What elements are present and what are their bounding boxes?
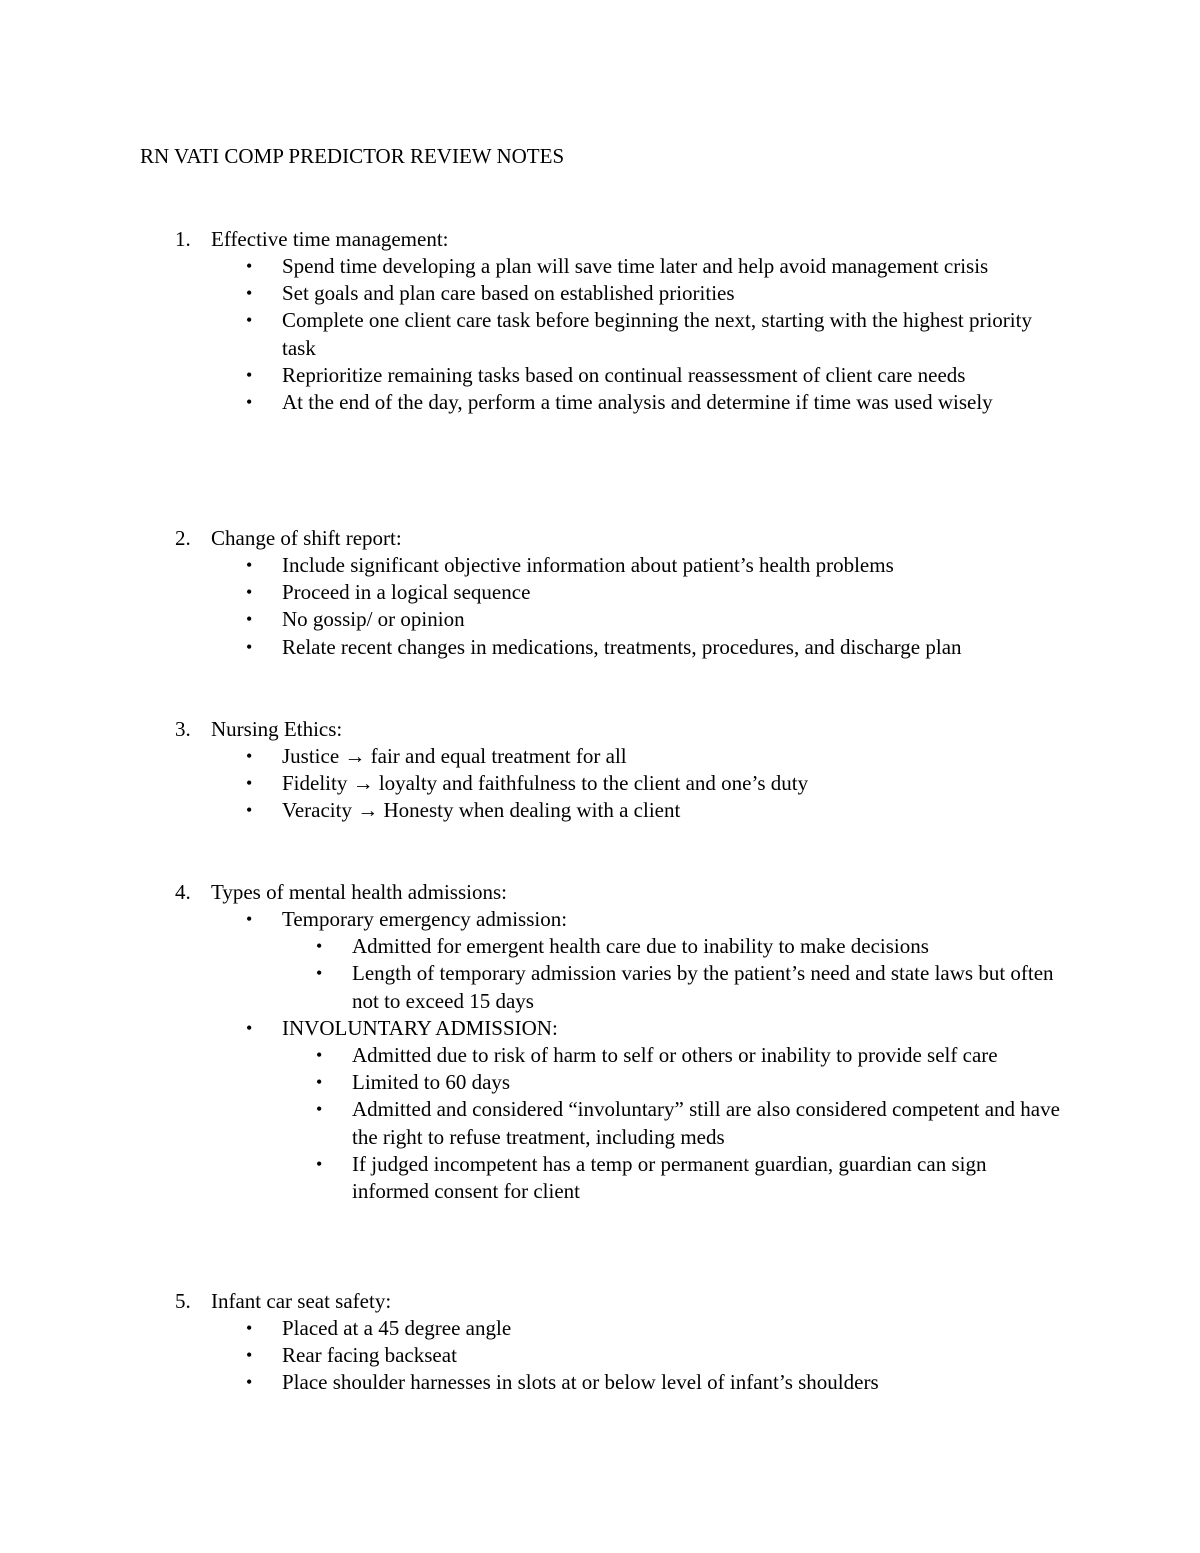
bullet-icon: • xyxy=(246,609,253,630)
bullet-icon: • xyxy=(316,936,323,957)
list-item xyxy=(0,389,1200,416)
list-item xyxy=(0,770,1200,797)
bullet-list xyxy=(0,253,1200,416)
bullet-icon: • xyxy=(246,1372,253,1393)
section-heading-text: Effective time management: xyxy=(211,227,449,251)
list-item-text: INVOLUNTARY ADMISSION: xyxy=(282,1015,558,1040)
list-item xyxy=(0,797,1200,824)
list-item xyxy=(0,1315,1200,1342)
list-item xyxy=(0,307,1200,361)
section-heading-text: Nursing Ethics: xyxy=(211,717,343,741)
bullet-icon: • xyxy=(246,310,253,331)
list-item xyxy=(0,1015,1200,1042)
list-item-text: Justice → fair and equal treatment for all xyxy=(282,744,627,768)
list-item-text: Veracity → Honesty when dealing with a client xyxy=(282,798,681,823)
sub-list-item xyxy=(0,933,1200,960)
list-item-text: Temporary emergency admission: xyxy=(282,907,568,931)
list-item-text: No gossip/ or opinion xyxy=(282,607,465,632)
bullet-icon: • xyxy=(246,555,253,575)
section-number: 5. xyxy=(175,1289,191,1313)
bullet-icon: • xyxy=(246,1345,253,1366)
bullet-list xyxy=(0,552,1200,661)
list-item-text: Reprioritize remaining tasks based on continual reassessment of client care needs xyxy=(282,362,966,387)
bullet-icon: • xyxy=(246,746,253,766)
list-item xyxy=(0,253,1200,280)
list-item xyxy=(0,634,1200,661)
sub-list-item xyxy=(0,1151,1200,1205)
list-item-text: Relate recent changes in medications, treatments, procedures, and discharge plan xyxy=(282,634,962,659)
bullet-icon: • xyxy=(246,636,253,657)
bullet-icon: • xyxy=(246,1017,253,1038)
list-item xyxy=(0,1369,1200,1396)
list-item-text: Set goals and plan care based on established priorities xyxy=(282,281,735,306)
list-item-text: Include significant objective information about patient’s health problems xyxy=(282,553,894,577)
bullet-icon: • xyxy=(246,392,253,413)
list-item xyxy=(0,906,1200,933)
bullet-icon: • xyxy=(246,364,253,385)
sub-list-item xyxy=(0,960,1200,1014)
bullet-list xyxy=(0,906,1200,1205)
list-item-text: Complete one client care task before beginning the next, starting with the highest priority task xyxy=(282,308,1032,360)
list-item-text: Place shoulder harnesses in slots at or below level of infant’s shoulders xyxy=(282,1370,879,1395)
section-number: 2. xyxy=(175,526,191,550)
section-number: 4. xyxy=(175,880,191,904)
section-heading-text: Types of mental health admissions: xyxy=(211,880,507,904)
section-number: 3. xyxy=(175,717,191,741)
bullet-icon: • xyxy=(316,1072,323,1093)
bullet-icon: • xyxy=(246,1318,253,1338)
bullet-list xyxy=(0,743,1200,825)
bullet-icon: • xyxy=(246,283,253,304)
list-item-text: Admitted due to risk of harm to self or others or inability to provide self care xyxy=(352,1043,998,1068)
bullet-icon: • xyxy=(316,1045,323,1066)
sub-list-item xyxy=(0,1042,1200,1069)
list-item-text: Proceed in a logical sequence xyxy=(282,580,531,605)
section-number: 1. xyxy=(175,227,191,251)
list-item xyxy=(0,579,1200,606)
list-item-text: At the end of the day, perform a time analysis and determine if time was used wisely xyxy=(282,390,993,415)
list-item xyxy=(0,606,1200,633)
list-item-text: Rear facing backseat xyxy=(282,1343,457,1368)
bullet-icon: • xyxy=(316,1153,323,1174)
list-item-text: Placed at a 45 degree angle xyxy=(282,1316,512,1340)
bullet-icon: • xyxy=(246,256,253,276)
list-item-text: Length of temporary admission varies by the patient’s need and state laws but often not to exceed 15 days xyxy=(352,961,1054,1013)
document-title: RN VATI COMP PREDICTOR REVIEW NOTES xyxy=(140,144,565,168)
list-item-text: Admitted for emergent health care due to inability to make decisions xyxy=(352,934,929,959)
sub-list-item xyxy=(0,1069,1200,1096)
list-item-text: Limited to 60 days xyxy=(352,1070,511,1095)
list-item-text: Fidelity → loyalty and faithfulness to the client and one’s duty xyxy=(282,771,809,796)
section-heading-text: Infant car seat safety: xyxy=(211,1289,392,1313)
list-item xyxy=(0,743,1200,770)
bullet-icon: • xyxy=(246,773,253,794)
list-item-text: Spend time developing a plan will save time later and help avoid management crisis xyxy=(282,254,989,278)
list-item-text: Admitted and considered “involuntary” still are also considered competent and have the right to refuse treatment, including meds xyxy=(352,1097,1060,1149)
bullet-icon: • xyxy=(246,582,253,603)
list-item xyxy=(0,280,1200,307)
list-item-text: If judged incompetent has a temp or permanent guardian, guardian can sign informed consent for client xyxy=(352,1151,987,1204)
section-heading-text: Change of shift report: xyxy=(211,526,402,550)
bullet-list xyxy=(0,1315,1200,1397)
sub-list-item xyxy=(0,1096,1200,1150)
bullet-icon: • xyxy=(246,909,253,929)
bullet-icon: • xyxy=(316,1099,323,1120)
bullet-icon: • xyxy=(246,800,253,821)
list-item xyxy=(0,552,1200,579)
list-item xyxy=(0,1342,1200,1369)
bullet-icon: • xyxy=(316,963,323,984)
list-item xyxy=(0,362,1200,389)
